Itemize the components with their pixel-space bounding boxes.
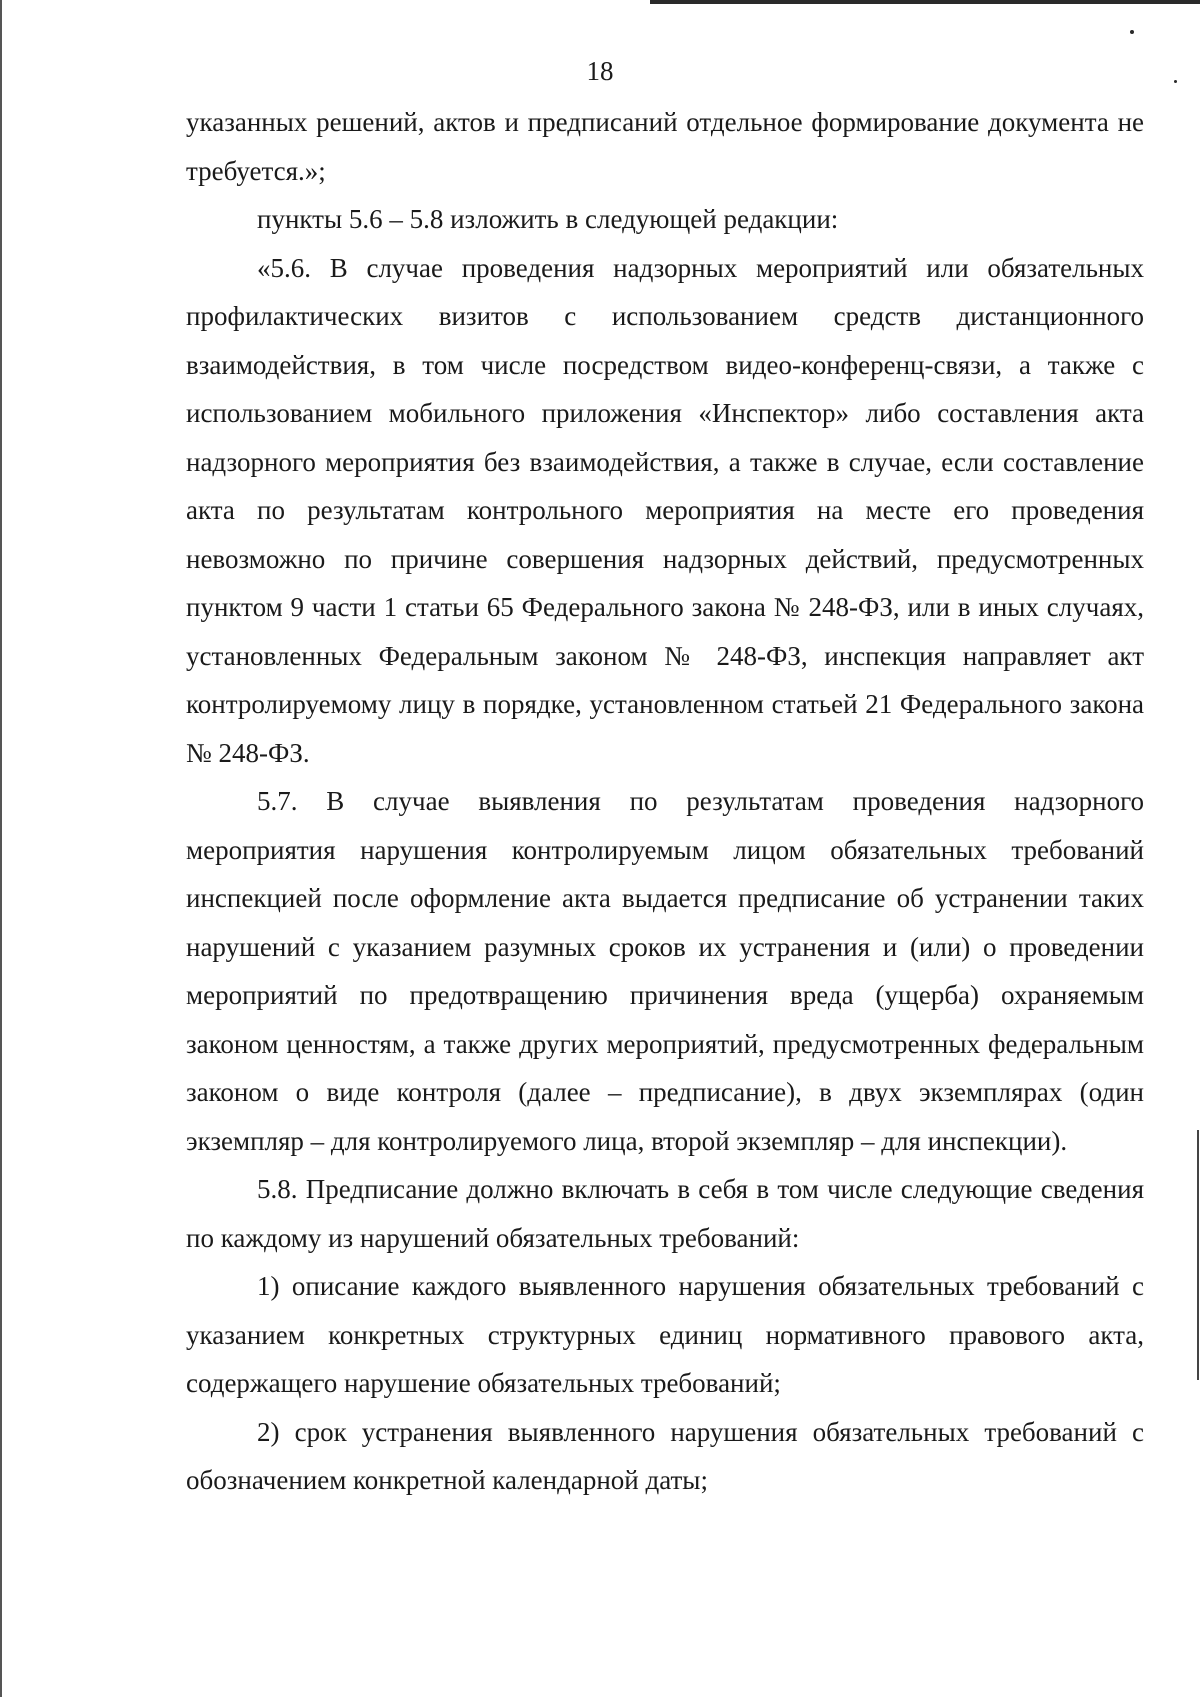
paragraph: 5.8. Предписание должно включать в себя в том числе следующие сведения по каждому из нарушений обязательных требований: xyxy=(186,1174,1144,1253)
scan-dot xyxy=(1130,30,1134,34)
scan-edge-left xyxy=(0,0,2,1697)
paragraph: пункты 5.6 – 5.8 изложить в следующей редакции: xyxy=(257,204,839,234)
scan-edge-right xyxy=(1197,1130,1199,1380)
paragraph: 2) срок устранения выявленного нарушения обязательных требований с обозначением конкретной календарной даты; xyxy=(186,1416,1144,1495)
page-number: 18 xyxy=(586,56,614,86)
paragraph: указанных решений, актов и предписаний отдельное формирование документа не требуется.»; xyxy=(186,107,1144,186)
document-body xyxy=(186,98,1144,1505)
paragraph: 1) описание каждого выявленного нарушения обязательных требований с указанием конкретных структурных единиц нормативного правового акта, содержащего нарушение обязательных требований; xyxy=(186,1271,1144,1398)
paragraph: «5.6. В случае проведения надзорных мероприятий или обязательных профилактических визитов с использованием средств дистанционного взаимодействия, в том числе посредством видео-конференц-связи, а также с использованием мобильного приложения «Инспектор» либо составления акта надзорного мероприятия без взаимодействия, а также в случае, если составление акта по результатам контрольного мероприятия на месте его проведения невозможно по причине совершения надзорных действий, предусмотренных пунктом 9 части 1 статьи 65 Федерального закона № 248-ФЗ, или в иных случаях, установленных Федеральным законом № 248-ФЗ, инспекция направляет акт контролируемому лицу в порядке, установленном статьей 21 Федерального закона № 248-ФЗ. xyxy=(186,252,1144,768)
scan-edge-top xyxy=(650,0,1200,4)
paragraph: 5.7. В случае выявления по результатам проведения надзорного мероприятия нарушения контролируемым лицом обязательных требований инспекцией после оформление акта выдается предписание об устранении таких нарушений с указанием разумных сроков их устранения и (или) о проведении мероприятий по предотвращению причинения вреда (ущерба) охраняемым законом ценностям, а также других мероприятий, предусмотренных федеральным законом о виде контроля (далее – предписание), в двух экземплярах (один экземпляр – для контролируемого лица, второй экземпляр – для инспекции). xyxy=(186,786,1144,1156)
